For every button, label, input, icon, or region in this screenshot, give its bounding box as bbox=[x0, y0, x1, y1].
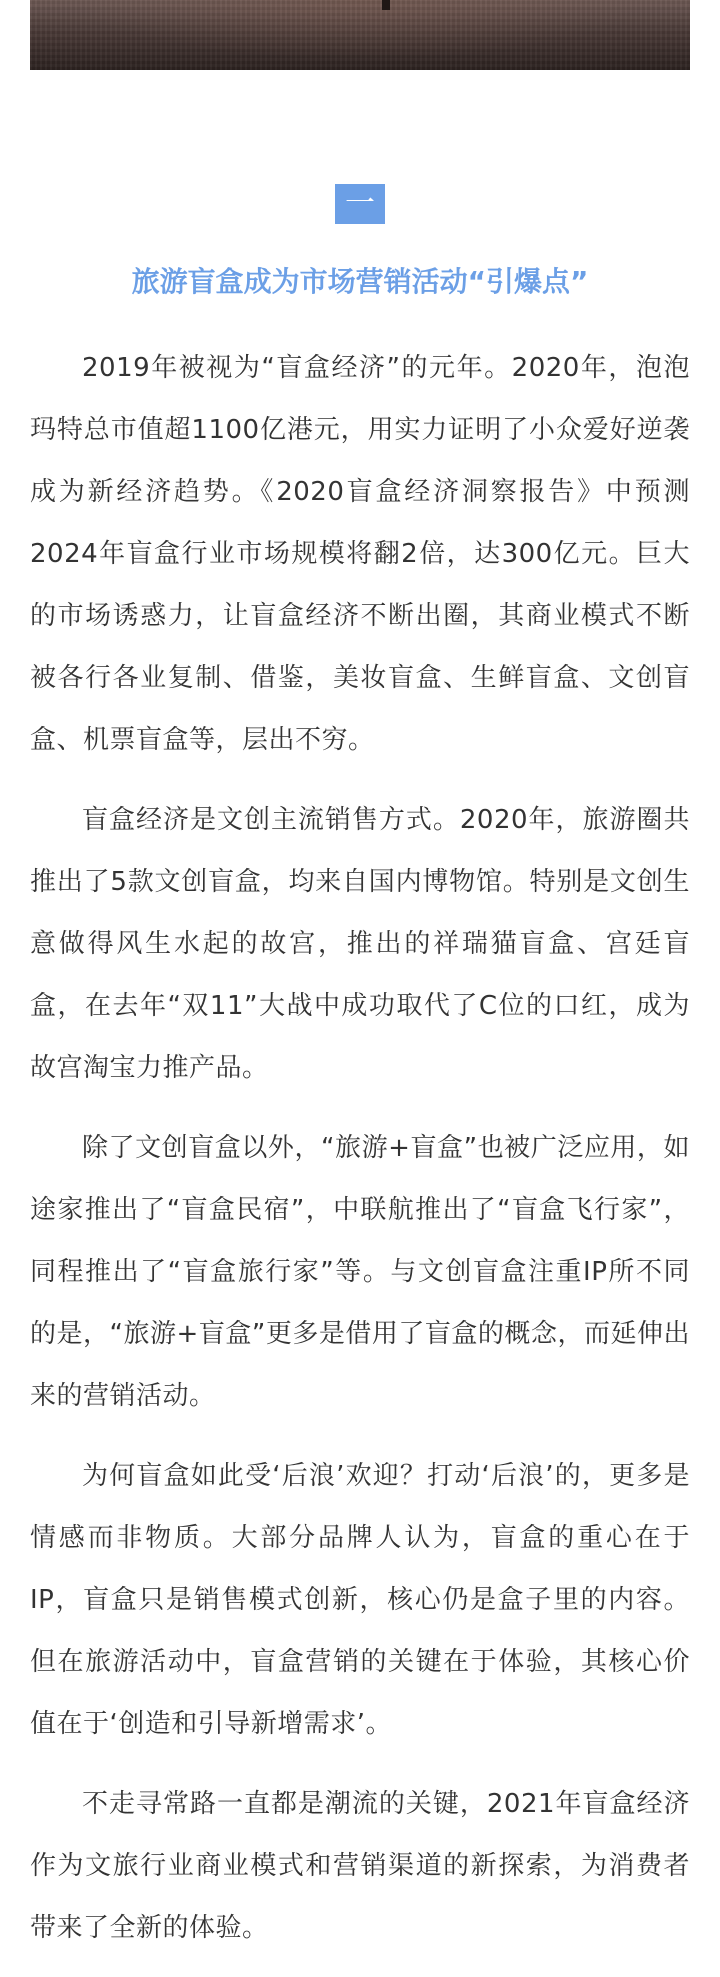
paragraph: 为何盲盒如此受‘后浪’欢迎？打动‘后浪’的，更多是情感而非物质。大部分品牌人认为，盲盒的重心在于IP，盲盒只是销售模式创新，核心仍是盒子里的内容。但在旅游活动中，盲盒营销的关键在于体验，其核心价值在于‘创造和引导新增需求’。 bbox=[30, 1461, 690, 1739]
section-number-badge bbox=[335, 184, 385, 224]
photo-post bbox=[382, 0, 390, 10]
paragraph: 2019年被视为“盲盒经济”的元年。2020年，泡泡玛特总市值超1100亿港元，用实力证明了小众爱好逆袭成为新经济趋势。《2020盲盒经济洞察报告》中预测2024年盲盒行业市场规模将翻2倍，达300亿元。巨大的市场诱惑力，让盲盒经济不断出圈，其商业模式不断被各行各业复制、借鉴，美妆盲盒、生鲜盲盒、文创盲盒、机票盲盒等，层出不穷。 bbox=[30, 353, 690, 755]
header-photo bbox=[30, 0, 690, 70]
section-number: 一 bbox=[345, 186, 375, 221]
article-body bbox=[30, 337, 690, 1977]
paragraph: 不走寻常路一直都是潮流的关键，2021年盲盒经济作为文旅行业商业模式和营销渠道的新探索，为消费者带来了全新的体验。 bbox=[30, 1789, 690, 1943]
photo-texture bbox=[30, 0, 690, 70]
paragraph: 盲盒经济是文创主流销售方式。2020年，旅游圈共推出了5款文创盲盒，均来自国内博物馆。特别是文创生意做得风生水起的故宫，推出的祥瑞猫盲盒、宫廷盲盒，在去年“双11”大战中成功取代了C位的口红，成为故宫淘宝力推产品。 bbox=[30, 805, 690, 1083]
section-title: 旅游盲盒成为市场营销活动“引爆点” bbox=[131, 265, 589, 298]
paragraph: 除了文创盲盒以外，“旅游+盲盒”也被广泛应用，如途家推出了“盲盒民宿”，中联航推出了“盲盒飞行家”，同程推出了“盲盒旅行家”等。与文创盲盒注重IP所不同的是，“旅游+盲盒”更多是借用了盲盒的概念，而延伸出来的营销活动。 bbox=[30, 1133, 690, 1411]
